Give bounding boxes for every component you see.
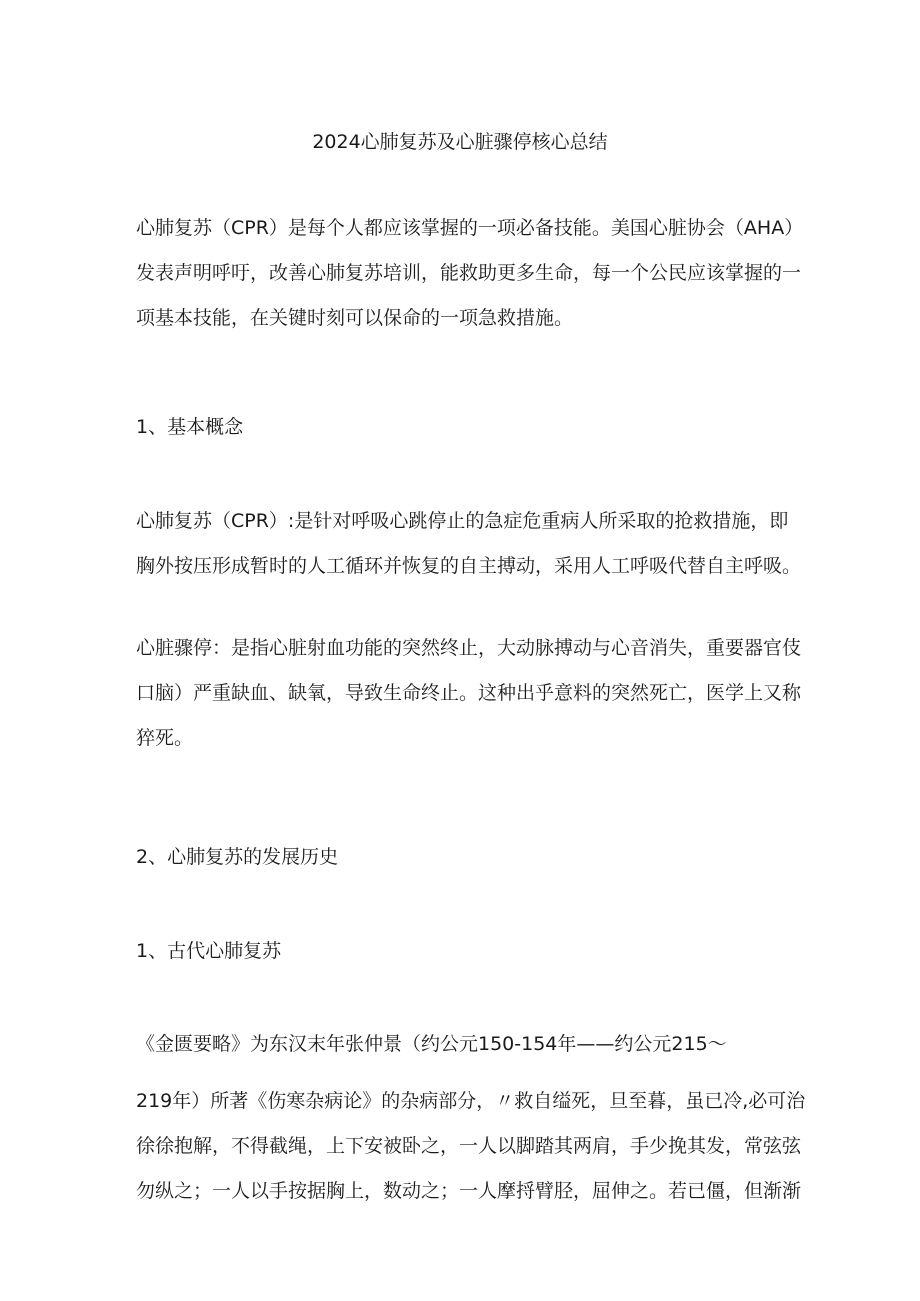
cpr-definition-paragraph [136,499,806,589]
cpr-definition-line-2: 胸外按压形成暂时的人工循环并恢复的自主搏动，采用人工呼吸代替自主呼吸。 [136,555,802,577]
ancient-text-line-2: 徐徐抱解，不得截绳，上下安被卧之，一人以脚踏其两肩，手少挽其发，常弦弦 [136,1135,802,1157]
arrest-definition-line-3: 猝死。 [136,727,194,749]
intro-line-3: 项基本技能，在关键时刻可以保命的一项急救措施。 [136,307,574,329]
ancient-text-line-1: 219年）所著《伤寒杂病论》的杂病部分，〃救自缢死，旦至暮，虽已冷,必可治 [136,1090,806,1112]
ancient-text-paragraph [136,1079,806,1214]
subsection-heading-ancient-cpr: 1、古代心肺复苏 [136,940,282,962]
ancient-text-first-line: 《金匮要略》为东汉末年张仲景（约公元150-154年——约公元215〜 [136,1033,727,1055]
intro-paragraph [136,206,806,341]
arrest-definition-line-2: 口脑）严重缺血、缺氧，导致生命终止。这种出乎意料的突然死亡，医学上又称 [136,682,802,704]
arrest-definition-paragraph [136,626,806,761]
ancient-text-line-3: 勿纵之；一人以手按据胸上，数动之；一人摩捋臂胫，屈伸之。若已僵，但渐渐 [136,1180,802,1202]
cpr-definition-line-1: 心肺复苏（CPR）:是针对呼吸心跳停止的急症危重病人所采取的抢救措施，即 [136,510,789,532]
intro-line-1: 心肺复苏（CPR）是每个人都应该掌握的一项必备技能。美国心脏协会（AHA） [136,217,804,239]
arrest-definition-line-1: 心脏骤停：是指心脏射血功能的突然终止，大动脉搏动与心音消失，重要器官伎 [136,637,802,659]
document-title: 2024心肺复苏及心脏骤停核心总结 [312,131,608,153]
section-heading-basic-concepts: 1、基本概念 [136,416,244,438]
section-heading-history: 2、心肺复苏的发展历史 [136,846,339,868]
intro-line-2: 发表声明呼吁，改善心肺复苏培训，能救助更多生命，每一个公民应该掌握的一 [136,262,802,284]
